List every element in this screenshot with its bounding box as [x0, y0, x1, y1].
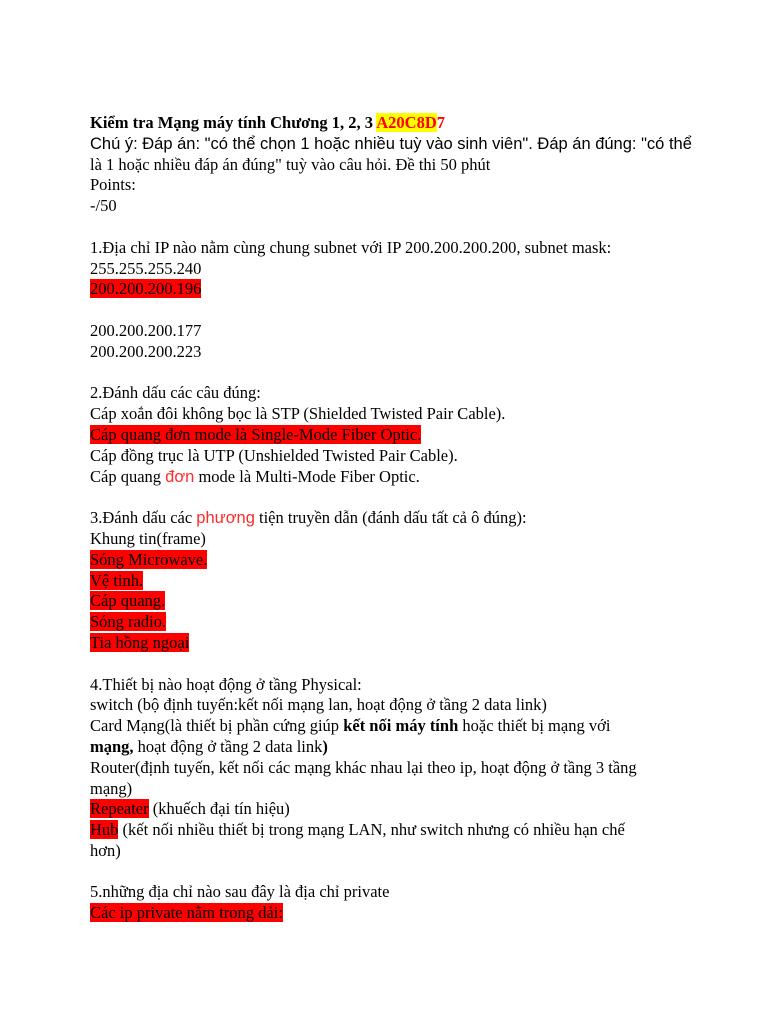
q4-answer-cont: mạng, hoạt động ở tầng 2 data link) — [90, 736, 328, 756]
q3-answer-correct: Sóng radio. — [90, 612, 167, 632]
q1-question: 1.Địa chỉ IP nào nằm cùng chung subnet với IP 200.200.200.200, subnet mask: — [90, 237, 612, 257]
q2-answer: Cáp xoắn đôi không bọc là STP (Shielded Twisted Pair Cable). — [90, 404, 506, 424]
q1-question-cont: 255.255.255.240 — [90, 258, 202, 278]
q4-answer-correct: Hub (kết nối nhiều thiết bị trong mạng LAN, như switch nhưng có nhiều hạn chế — [90, 820, 625, 840]
q3-answer-correct: Tia hồng ngoại — [90, 632, 190, 652]
q2-question: 2.Đánh dấu các câu đúng: — [90, 383, 261, 403]
q1-answer: 200.200.200.177 — [90, 320, 202, 340]
q1-answer-correct: 200.200.200.196 — [90, 279, 202, 299]
q4-answer: Router(định tuyến, kết nối các mạng khác nhau lại theo ip, hoạt động ở tầng 3 tầng — [90, 757, 637, 777]
q4-answer-cont: hơn) — [90, 840, 121, 860]
points-label: Points: — [90, 175, 136, 195]
q4-answer: switch (bộ định tuyến:kết nối mạng lan, hoạt động ở tầng 2 data link) — [90, 695, 547, 715]
title-text: Kiểm tra Mạng máy tính Chương 1, 2, 3 — [90, 113, 377, 132]
exam-code: A20C8D — [376, 113, 437, 132]
q3-answer: Khung tin(frame) — [90, 528, 206, 548]
q3-question: 3.Đánh dấu các phương tiện truyền dẫn (đánh dấu tất cả ô đúng): — [90, 508, 527, 528]
q2-answer: Cáp quang đơn mode là Multi-Mode Fiber Optic. — [90, 466, 420, 486]
points-value: -/50 — [90, 196, 117, 216]
q5-question: 5.những địa chỉ nào sau đây là địa chỉ private — [90, 882, 390, 902]
q3-answer-correct: Vệ tinh. — [90, 570, 144, 590]
exam-code-tail: 7 — [436, 113, 446, 132]
q3-answer-correct: Sóng Microwave. — [90, 549, 208, 569]
q5-answer-correct: Các ip private nằm trong dải: — [90, 903, 283, 923]
note-line-1: Chú ý: Đáp án: "có thể chọn 1 hoặc nhiều tuỳ vào sinh viên". Đáp án đúng: "có thể — [90, 134, 692, 153]
q4-answer: Card Mạng(là thiết bị phần cứng giúp kết nối máy tính hoặc thiết bị mạng với — [90, 716, 611, 736]
q2-answer: Cáp đồng trục là UTP (Unshielded Twisted Pair Cable). — [90, 445, 458, 465]
q4-answer-correct: Repeater (khuếch đại tín hiệu) — [90, 799, 290, 819]
q3-answer-correct: Cáp quang. — [90, 591, 166, 611]
q2-answer-correct: Cáp quang đơn mode là Single-Mode Fiber Optic. — [90, 424, 422, 444]
q4-answer-cont: mạng) — [90, 778, 133, 798]
document-title — [90, 113, 690, 134]
note-line-2: là 1 hoặc nhiều đáp án đúng" tuỳ vào câu hỏi. Đề thi 50 phút — [90, 154, 491, 174]
document-body — [90, 113, 690, 924]
q1-answer: 200.200.200.223 — [90, 341, 202, 361]
q4-question: 4.Thiết bị nào hoạt động ở tầng Physical: — [90, 674, 362, 694]
